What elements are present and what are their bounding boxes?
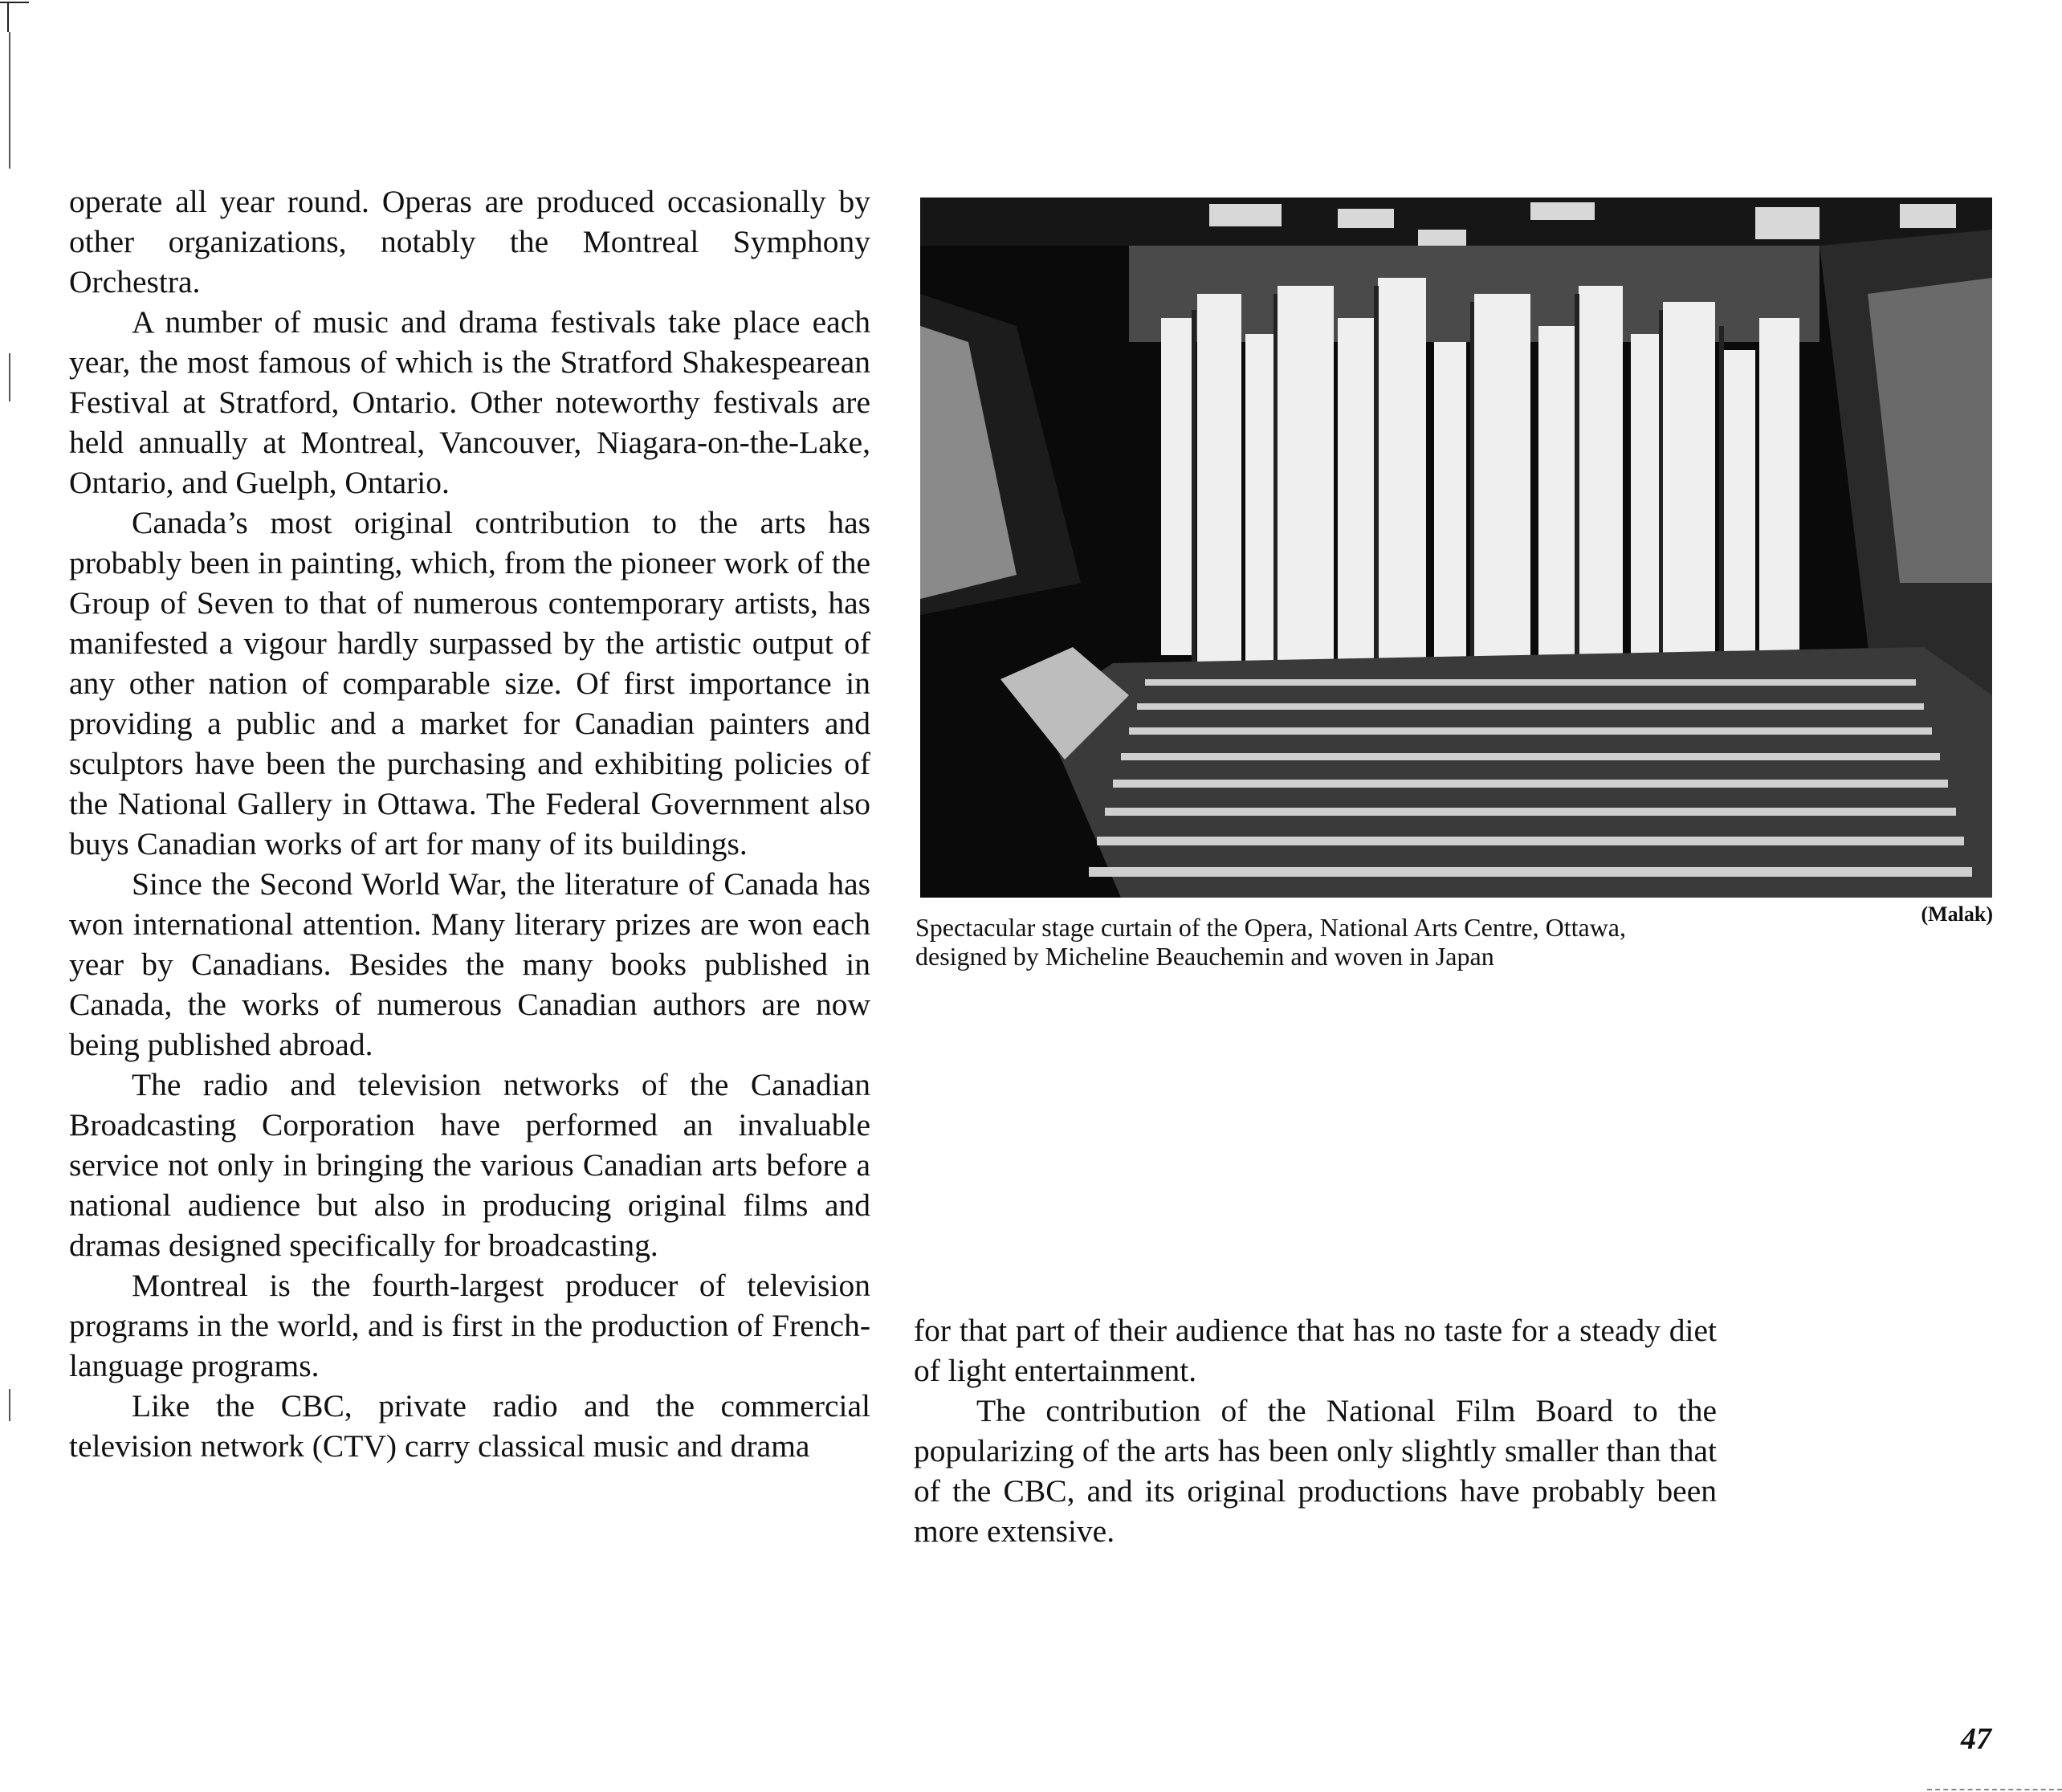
crop-mark — [0, 0, 32, 32]
paragraph: Canada’s most original contribution to the arts has probably been in painting, which, from the pioneer work of the Group of Seven to that of numerous contemporary artists, has manifested a vigour hardly surpassed by the artistic output of any other nation of comparable size. Of first importance in providing a public and a market for Canadian painters and sculptors have been the purchasing and exhibiting policies of the National Gallery in Ottawa. The Federal Government also buys Canadian works of art for many of its buildings. — [69, 505, 870, 861]
margin-rule — [9, 32, 10, 169]
photo-caption: Spectacular stage curtain of the Opera, National Arts Centre, Ottawa, designed by Micheline Beauchemin and woven in Japan — [915, 913, 1626, 971]
trim-line — [1927, 1789, 2062, 1790]
paragraph: operate all year round. Operas are produced occasionally by other organizations, notably the Montreal Symphony Orchestra. — [69, 184, 870, 299]
photo-illustration — [920, 198, 1992, 898]
paragraph: Since the Second World War, the literature of Canada has won international attention. Many literary prizes are won each year by Canadians. Besides the many books published in Canada, the works of numerous Canadian authors are now being published abroad. — [69, 866, 870, 1062]
page-number: 47 — [1961, 1722, 1991, 1756]
paragraph: The radio and television networks of the Canadian Broadcasting Corporation have performed an invaluable service not only in bringing the various Canadian arts before a national audience but also in producing original films and dramas designed specifically for broadcasting. — [69, 1067, 870, 1263]
margin-rule — [9, 1389, 10, 1421]
paragraph: The contribution of the National Film Board to the popularizing of the arts has been only slightly smaller than that of the CBC, and its original productions have probably been more extensive. — [914, 1393, 1717, 1549]
margin-rule — [9, 353, 10, 401]
left-text-column — [69, 181, 870, 1466]
paragraph: Like the CBC, private radio and the commercial television network (CTV) carry classical music and drama — [69, 1388, 870, 1464]
paragraph: Montreal is the fourth-largest producer of television programs in the world, and is first in the production of French-language programs. — [69, 1268, 870, 1383]
photo-credit: (Malak) — [1921, 902, 1993, 926]
paragraph: A number of music and drama festivals take place each year, the most famous of which is the Stratford Shakespearean Festival at Stratford, Ontario. Other noteworthy festivals are held annually at Montreal, Vancouver, Niagara-on-the-Lake, Ontario, and Guelph, Ontario. — [69, 304, 870, 500]
right-text-column — [914, 1310, 1717, 1551]
paragraph: for that part of their audience that has no taste for a steady diet of light entertainment. — [914, 1313, 1717, 1388]
stage-curtain-photo — [920, 198, 1992, 898]
